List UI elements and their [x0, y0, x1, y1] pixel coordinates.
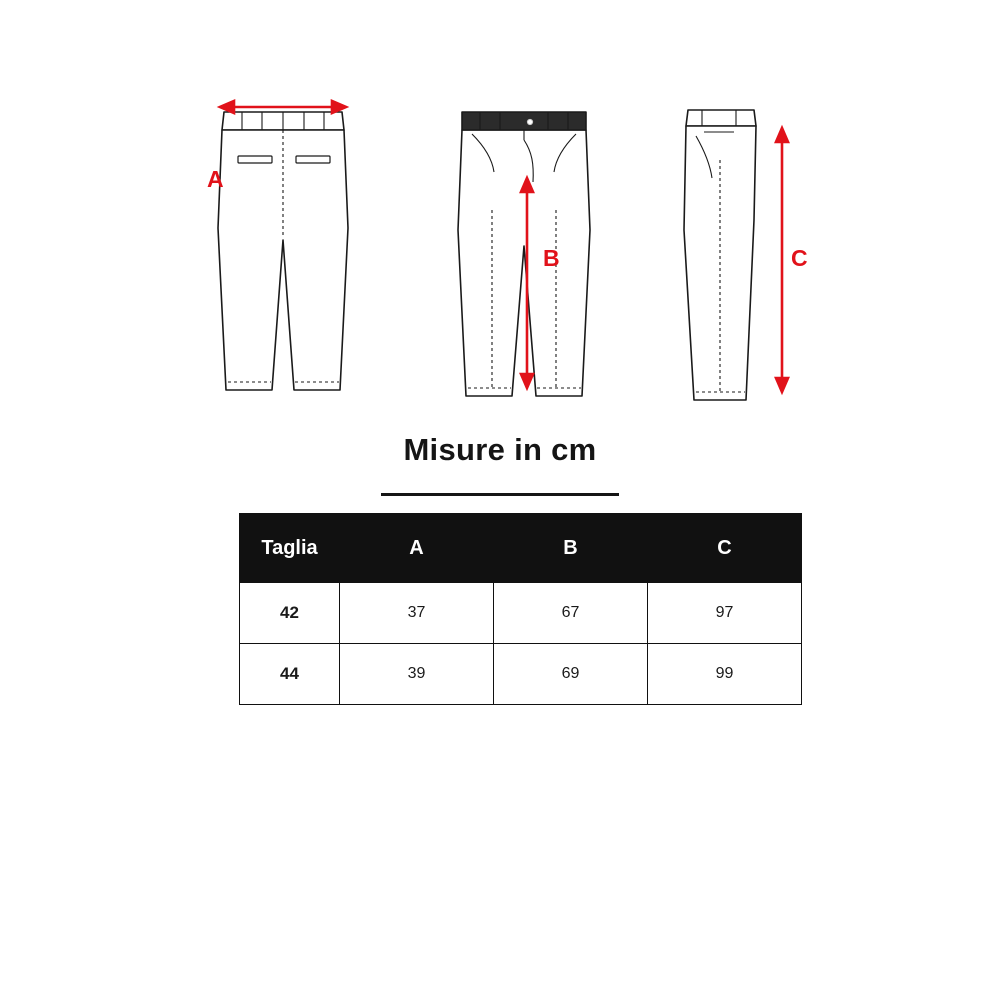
illustration-group	[0, 60, 1000, 420]
cell-c: 99	[648, 644, 802, 705]
page-title: Misure in cm	[403, 432, 597, 467]
size-table	[239, 513, 802, 705]
measure-label-a: A	[207, 166, 225, 192]
table-row	[240, 583, 802, 644]
cell-size: 42	[240, 583, 340, 644]
size-table-header	[240, 514, 802, 583]
measure-label-c: C	[791, 245, 809, 271]
trousers-front-view	[420, 60, 680, 420]
column-header-a: A	[340, 514, 494, 583]
cell-b: 67	[494, 583, 648, 644]
size-table-body	[240, 583, 802, 705]
column-header-c: C	[648, 514, 802, 583]
column-header-size: Taglia	[240, 514, 340, 583]
measure-label-b: B	[543, 245, 561, 271]
cell-c: 97	[648, 583, 802, 644]
title-divider	[381, 493, 619, 496]
trousers-side-view	[650, 60, 910, 420]
table-header-row	[240, 514, 802, 583]
table-row	[240, 644, 802, 705]
cell-a: 37	[340, 583, 494, 644]
cell-b: 69	[494, 644, 648, 705]
cell-a: 39	[340, 644, 494, 705]
cell-size: 44	[240, 644, 340, 705]
column-header-b: B	[494, 514, 648, 583]
trousers-back-view	[180, 60, 440, 420]
